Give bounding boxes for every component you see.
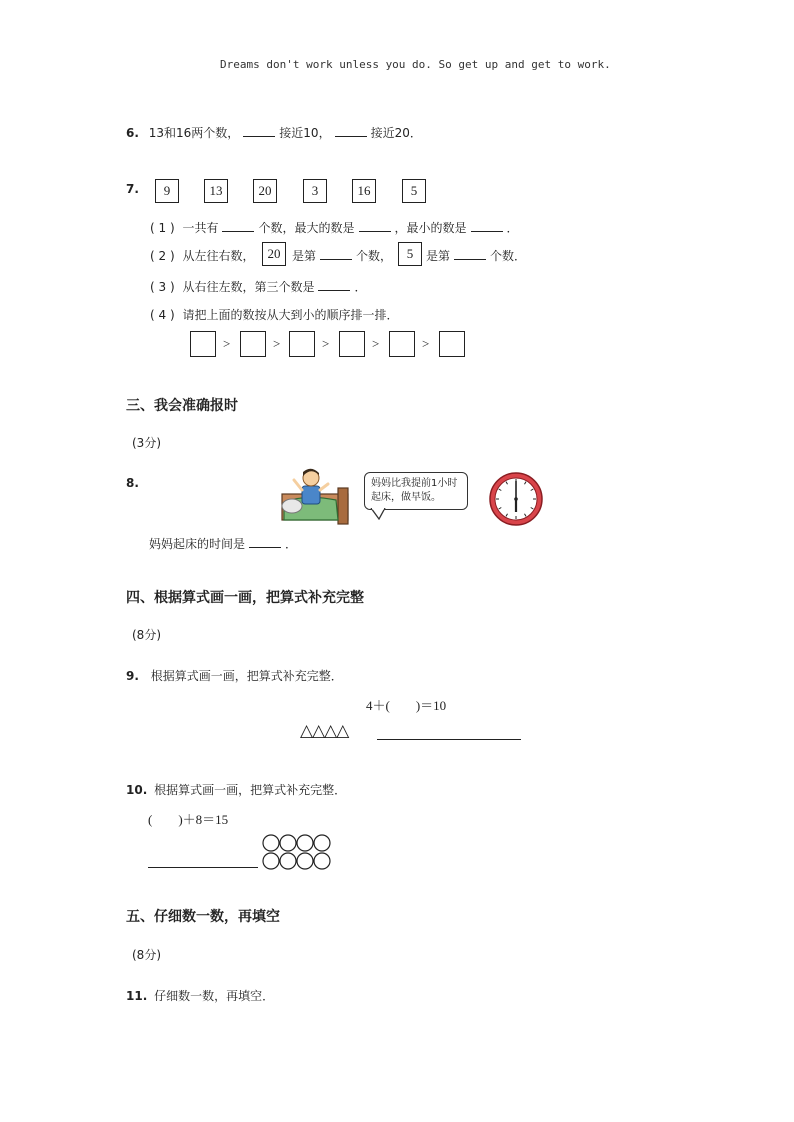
question-text: 根据算式画一画，把算式补充完整． — [150, 669, 343, 683]
part-text: 是第 — [292, 249, 317, 263]
question-text: 接近10， — [279, 126, 331, 140]
part-text: 从右往左数，第三个数是 — [182, 280, 315, 294]
number-box: 9 — [155, 179, 179, 203]
circle-shape — [314, 835, 330, 851]
answer-blank[interactable] — [471, 221, 503, 232]
formula: ( )＋8＝15 — [148, 812, 229, 827]
greater-than-sign: > — [322, 336, 330, 351]
section-heading: 三、我会准确报时 — [126, 398, 238, 414]
answer-blank[interactable] — [243, 126, 275, 137]
circle-group — [260, 834, 336, 872]
part-text: ，最小的数是 — [394, 221, 467, 235]
section-score: (3分) — [132, 436, 161, 450]
circle-shape — [263, 853, 279, 869]
question-8-answer-line — [149, 535, 297, 552]
number-box: 20 — [253, 179, 277, 203]
header-motto: Dreams don't work unless you do. So get up and get to work. — [220, 58, 611, 71]
section-score: (8分) — [132, 948, 161, 962]
circle-shape — [314, 853, 330, 869]
question-text: 仔细数一数，再填空． — [154, 989, 275, 1003]
question-7-part-1 — [150, 219, 519, 236]
order-answer-box[interactable] — [240, 331, 266, 357]
question-number: 6. — [126, 126, 139, 140]
part-label: ( 3 ) — [150, 280, 175, 294]
question-7-part-2-mid — [292, 247, 392, 264]
question-text: 接近20． — [370, 126, 422, 140]
order-answer-box[interactable] — [339, 331, 365, 357]
number-box: 20 — [262, 242, 286, 266]
question-11 — [126, 987, 274, 1004]
question-text: 13和16两个数， — [148, 126, 240, 140]
question-7-part-4 — [150, 306, 398, 323]
part-text: 一共有 — [182, 221, 219, 235]
answer-blank[interactable] — [318, 280, 350, 291]
circle-shape — [297, 835, 313, 851]
order-answer-box[interactable] — [190, 331, 216, 357]
number-box: 13 — [204, 179, 228, 203]
question-10 — [126, 781, 346, 798]
circle-shape — [280, 853, 296, 869]
question-number: 7. — [126, 182, 139, 196]
section-heading: 五、仔细数一数，再填空 — [126, 909, 280, 925]
part-label: ( 1 ) — [150, 221, 175, 235]
answer-blank[interactable] — [454, 249, 486, 260]
triangle-group: △△△△ — [300, 721, 349, 741]
answer-blank[interactable] — [359, 221, 391, 232]
greater-than-sign: > — [422, 336, 430, 351]
circle-shape — [297, 853, 313, 869]
number-box: 5 — [402, 179, 426, 203]
part-text: 是第 — [426, 249, 451, 263]
section-score: (8分) — [132, 628, 161, 642]
question-number: 9. — [126, 669, 139, 683]
answer-blank[interactable] — [249, 537, 281, 548]
section-heading: 四、根据算式画一画，把算式补充完整 — [126, 590, 364, 606]
part-text: ． — [354, 280, 367, 294]
question-6 — [126, 124, 422, 141]
answer-line[interactable] — [148, 867, 258, 868]
circle-shape — [280, 835, 296, 851]
boy-in-bed-illustration — [276, 466, 354, 528]
greater-than-sign: > — [372, 336, 380, 351]
part-text: 个数， — [356, 249, 393, 263]
part-text: 个数，最大的数是 — [258, 221, 355, 235]
question-text: 根据算式画一画，把算式补充完整． — [154, 783, 347, 797]
part-text: 请把上面的数按从大到小的顺序排一排． — [182, 308, 399, 322]
question-number: 11. — [126, 989, 148, 1003]
greater-than-sign: > — [223, 336, 231, 351]
question-7-part-2-end — [426, 247, 526, 264]
answer-line[interactable] — [377, 739, 521, 740]
part-label: ( 4 ) — [150, 308, 175, 322]
question-text: 妈妈起床的时间是 — [149, 537, 246, 551]
answer-blank[interactable] — [335, 126, 367, 137]
answer-blank[interactable] — [222, 221, 254, 232]
part-text: 个数． — [490, 249, 527, 263]
question-number: 10. — [126, 783, 148, 797]
part-text: 从左往右数， — [182, 249, 255, 263]
part-label: ( 2 ) — [150, 249, 175, 263]
question-text: ． — [285, 537, 298, 551]
circle-shape — [263, 835, 279, 851]
speech-bubble-tail — [369, 508, 389, 520]
question-7-part-3 — [150, 278, 367, 295]
question-number: 8. — [126, 476, 139, 490]
answer-blank[interactable] — [320, 249, 352, 260]
question-7-part-2 — [150, 247, 254, 264]
number-box: 16 — [352, 179, 376, 203]
speech-bubble-text: 妈妈比我提前1小时起床，做早饭。 — [371, 478, 458, 503]
speech-bubble — [364, 472, 468, 510]
order-answer-box[interactable] — [439, 331, 465, 357]
order-answer-box[interactable] — [389, 331, 415, 357]
question-9 — [126, 667, 343, 684]
greater-than-sign: > — [273, 336, 281, 351]
part-text: ． — [506, 221, 519, 235]
order-answer-box[interactable] — [289, 331, 315, 357]
clock-icon — [488, 471, 544, 527]
number-box: 5 — [398, 242, 422, 266]
formula: 4＋( )＝10 — [366, 698, 447, 713]
number-box: 3 — [303, 179, 327, 203]
